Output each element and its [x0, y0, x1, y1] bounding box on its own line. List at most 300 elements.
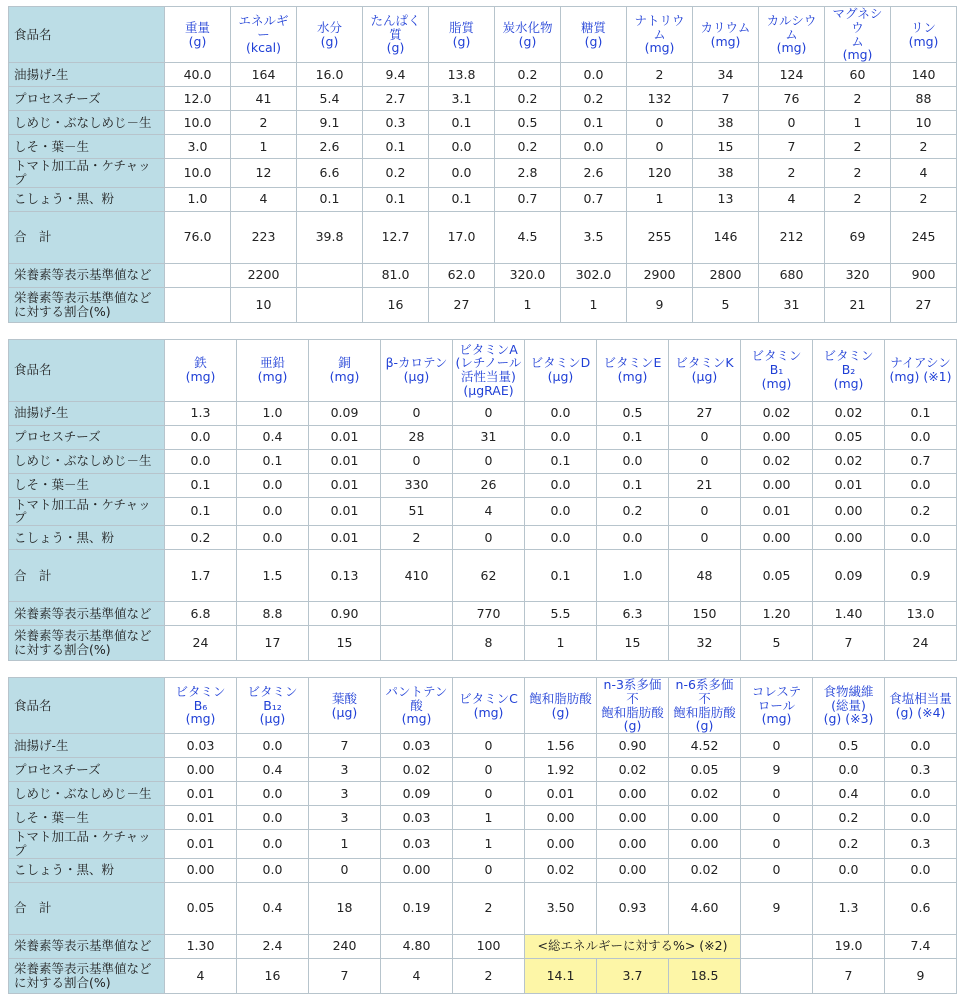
- cell: 0: [309, 858, 381, 882]
- cell: 0.02: [669, 782, 741, 806]
- cell: 0.00: [813, 526, 885, 550]
- cell: 0: [669, 526, 741, 550]
- row-label: しめじ・ぶなしめじ－生: [9, 782, 165, 806]
- table-row: [9, 758, 957, 782]
- cell: 0.09: [381, 782, 453, 806]
- cell: 0.05: [813, 425, 885, 449]
- cell: 302.0: [561, 263, 627, 287]
- cell: 0: [453, 526, 525, 550]
- cell: 26: [453, 473, 525, 497]
- cell: 0.7: [495, 187, 561, 211]
- ratio-row: [9, 958, 957, 993]
- cell: 5: [693, 287, 759, 322]
- cell: 9: [627, 287, 693, 322]
- cell: 2: [825, 159, 891, 188]
- cell: 21: [825, 287, 891, 322]
- cell: 120: [627, 159, 693, 188]
- cell: 0.1: [363, 187, 429, 211]
- cell: 0.4: [237, 758, 309, 782]
- cell: [381, 602, 453, 626]
- cell: 6.6: [297, 159, 363, 188]
- cell: 0.5: [597, 401, 669, 425]
- col-header: 銅 (mg): [309, 339, 381, 401]
- cell: 410: [381, 550, 453, 602]
- cell: 0.1: [561, 111, 627, 135]
- cell: 0.2: [363, 159, 429, 188]
- col-header: 食塩相当量 (g) (※4): [885, 678, 957, 734]
- col-header: カルシウム (mg): [759, 7, 825, 63]
- cell: 0.7: [561, 187, 627, 211]
- cell: 0.1: [885, 401, 957, 425]
- cell: 900: [891, 263, 957, 287]
- total-row: [9, 211, 957, 263]
- cell: 0.0: [237, 782, 309, 806]
- cell: 320.0: [495, 263, 561, 287]
- cell: 0: [381, 449, 453, 473]
- col-header: 糖質 (g): [561, 7, 627, 63]
- cell: 0.0: [813, 758, 885, 782]
- cell: 2.7: [363, 87, 429, 111]
- row-label: トマト加工品・ケチャップ: [9, 830, 165, 859]
- cell: 0.0: [561, 63, 627, 87]
- cell: 0.0: [597, 526, 669, 550]
- cell: 2: [759, 159, 825, 188]
- cell: 0.0: [429, 159, 495, 188]
- row-label: プロセスチーズ: [9, 758, 165, 782]
- cell: 21: [669, 473, 741, 497]
- cell: 28: [381, 425, 453, 449]
- table-row: [9, 63, 957, 87]
- cell: 0: [453, 782, 525, 806]
- cell: 0.0: [237, 526, 309, 550]
- cell: 1.7: [165, 550, 237, 602]
- cell: 2: [891, 187, 957, 211]
- cell: [381, 626, 453, 661]
- standard-row: [9, 934, 957, 958]
- ratio-label: 栄養素等表示基準値など に対する割合(%): [9, 958, 165, 993]
- cell: 24: [165, 626, 237, 661]
- cell: 0.2: [597, 497, 669, 526]
- total-row: [9, 550, 957, 602]
- cell: 0.0: [525, 425, 597, 449]
- cell: 4.52: [669, 734, 741, 758]
- cell: 32: [669, 626, 741, 661]
- cell: 0: [669, 425, 741, 449]
- cell: 0.0: [561, 135, 627, 159]
- cell: 1.0: [597, 550, 669, 602]
- cell: 12.7: [363, 211, 429, 263]
- ratio-row: [9, 626, 957, 661]
- cell: 12: [231, 159, 297, 188]
- cell: 1.20: [741, 602, 813, 626]
- cell: 1.5: [237, 550, 309, 602]
- food-name-header: 食品名: [9, 339, 165, 401]
- cell: 1: [231, 135, 297, 159]
- food-name-header: 食品名: [9, 678, 165, 734]
- cell: 0.0: [237, 806, 309, 830]
- cell: 0.00: [741, 526, 813, 550]
- cell: 2.4: [237, 934, 309, 958]
- col-header: 脂質 (g): [429, 7, 495, 63]
- food-name-header: 食品名: [9, 7, 165, 63]
- cell: 0.90: [597, 734, 669, 758]
- cell: 4: [231, 187, 297, 211]
- cell: 0: [741, 782, 813, 806]
- row-label: しそ・葉－生: [9, 806, 165, 830]
- cell: 7: [759, 135, 825, 159]
- cell: 124: [759, 63, 825, 87]
- cell: 0.1: [165, 497, 237, 526]
- cell: 0: [453, 734, 525, 758]
- cell: 9.1: [297, 111, 363, 135]
- cell: 0.0: [885, 734, 957, 758]
- cell: 0: [453, 858, 525, 882]
- cell: 0.0: [525, 497, 597, 526]
- col-header: 水分 (g): [297, 7, 363, 63]
- cell: 13.8: [429, 63, 495, 87]
- cell: 4.5: [495, 211, 561, 263]
- row-label: 油揚げ-生: [9, 401, 165, 425]
- col-header: ビタミン B₂ (mg): [813, 339, 885, 401]
- col-header: ビタミンK (μg): [669, 339, 741, 401]
- cell: 2900: [627, 263, 693, 287]
- table-row: [9, 425, 957, 449]
- cell: 0.01: [525, 782, 597, 806]
- cell: 15: [597, 626, 669, 661]
- cell: 69: [825, 211, 891, 263]
- col-header: ビタミンE (mg): [597, 339, 669, 401]
- cell: 38: [693, 159, 759, 188]
- cell: 5.5: [525, 602, 597, 626]
- cell: 223: [231, 211, 297, 263]
- cell: 9: [885, 958, 957, 993]
- cell: 0.00: [597, 830, 669, 859]
- row-label: しめじ・ぶなしめじ－生: [9, 111, 165, 135]
- cell: 3.0: [165, 135, 231, 159]
- col-header: 葉酸 (μg): [309, 678, 381, 734]
- cell: 13: [693, 187, 759, 211]
- cell: 0.05: [165, 882, 237, 934]
- cell: 0: [669, 497, 741, 526]
- cell: 0.4: [237, 882, 309, 934]
- cell: 0.7: [885, 449, 957, 473]
- col-header: マグネシウ ム (mg): [825, 7, 891, 63]
- cell: 1.3: [165, 401, 237, 425]
- cell: 2: [453, 958, 525, 993]
- table-row: [9, 473, 957, 497]
- cell: 7: [309, 734, 381, 758]
- col-header: 炭水化物 (g): [495, 7, 561, 63]
- cell: 0.01: [309, 425, 381, 449]
- table-row: [9, 782, 957, 806]
- table-row: [9, 111, 957, 135]
- cell: 146: [693, 211, 759, 263]
- cell: 0.5: [495, 111, 561, 135]
- cell: 0.0: [237, 830, 309, 859]
- cell: 1.56: [525, 734, 597, 758]
- cell: 18: [309, 882, 381, 934]
- cell: 3.5: [561, 211, 627, 263]
- row-label: しそ・葉－生: [9, 473, 165, 497]
- cell: 88: [891, 87, 957, 111]
- cell: 0.03: [165, 734, 237, 758]
- cell: 0.02: [381, 758, 453, 782]
- col-header: リン (mg): [891, 7, 957, 63]
- cell: 9.4: [363, 63, 429, 87]
- cell: 1: [627, 187, 693, 211]
- col-header: β-カロテン (μg): [381, 339, 453, 401]
- cell: 0: [453, 758, 525, 782]
- cell: 0: [453, 449, 525, 473]
- row-label: こしょう・黒、粉: [9, 187, 165, 211]
- cell: 0.0: [525, 401, 597, 425]
- table-row: [9, 87, 957, 111]
- row-label: トマト加工品・ケチャップ: [9, 497, 165, 526]
- cell: 9: [741, 758, 813, 782]
- cell: 0.00: [813, 497, 885, 526]
- cell: 0: [741, 830, 813, 859]
- nutrition-table-3: [8, 677, 957, 994]
- cell: 2800: [693, 263, 759, 287]
- cell: 0: [741, 734, 813, 758]
- cell: 0.00: [597, 858, 669, 882]
- cell: 0.1: [597, 473, 669, 497]
- cell: 7: [813, 958, 885, 993]
- cell: 0.1: [525, 550, 597, 602]
- cell: 0.01: [813, 473, 885, 497]
- cell: 0.0: [885, 806, 957, 830]
- cell: 0.00: [741, 473, 813, 497]
- cell: 0.00: [597, 806, 669, 830]
- cell: 0.02: [669, 858, 741, 882]
- cell: 5.4: [297, 87, 363, 111]
- col-header: ビタミン B₁ (mg): [741, 339, 813, 401]
- cell: 7: [693, 87, 759, 111]
- col-header: ビタミン B₁₂ (μg): [237, 678, 309, 734]
- cell: 2: [381, 526, 453, 550]
- cell: 0.02: [813, 449, 885, 473]
- standard-label: 栄養素等表示基準値など: [9, 263, 165, 287]
- cell: 0.2: [495, 63, 561, 87]
- cell: 0.2: [495, 135, 561, 159]
- cell: 2.6: [297, 135, 363, 159]
- cell: 0.00: [525, 830, 597, 859]
- cell: 0.4: [813, 782, 885, 806]
- cell: 0.05: [741, 550, 813, 602]
- cell: 6.3: [597, 602, 669, 626]
- cell: [741, 958, 813, 993]
- cell: 17: [237, 626, 309, 661]
- cell: 0.0: [165, 449, 237, 473]
- cell: 0: [669, 449, 741, 473]
- cell: 1: [561, 287, 627, 322]
- cell: 0.2: [813, 830, 885, 859]
- col-header: n-6系多価不 飽和脂肪酸 (g): [669, 678, 741, 734]
- cell: 0.09: [813, 550, 885, 602]
- total-label: 合 計: [9, 211, 165, 263]
- cell: 1.30: [165, 934, 237, 958]
- table-row: [9, 830, 957, 859]
- cell: 150: [669, 602, 741, 626]
- cell: 0.00: [669, 806, 741, 830]
- row-label: 油揚げ-生: [9, 63, 165, 87]
- cell: 12.0: [165, 87, 231, 111]
- ratio-label: 栄養素等表示基準値など に対する割合(%): [9, 287, 165, 322]
- cell: 0.1: [363, 135, 429, 159]
- cell: 10: [891, 111, 957, 135]
- cell: 3: [309, 758, 381, 782]
- col-header: ナイアシン (mg) (※1): [885, 339, 957, 401]
- cell: 0.02: [741, 401, 813, 425]
- cell: 0.0: [885, 782, 957, 806]
- cell: 8: [453, 626, 525, 661]
- cell: 0.90: [309, 602, 381, 626]
- cell: 1.92: [525, 758, 597, 782]
- cell: 2: [627, 63, 693, 87]
- cell: 320: [825, 263, 891, 287]
- cell: [165, 263, 231, 287]
- cell: 0.0: [813, 858, 885, 882]
- cell: 0: [381, 401, 453, 425]
- cell: 4.60: [669, 882, 741, 934]
- cell: 1: [309, 830, 381, 859]
- cell: 27: [429, 287, 495, 322]
- cell: 0: [627, 111, 693, 135]
- row-label: 油揚げ-生: [9, 734, 165, 758]
- cell: 0.02: [813, 401, 885, 425]
- cell: 0: [759, 111, 825, 135]
- cell: 0.00: [525, 806, 597, 830]
- cell: 0.6: [885, 882, 957, 934]
- col-header: ビタミンC (mg): [453, 678, 525, 734]
- nutrition-table-1: [8, 6, 957, 323]
- cell: 0.01: [741, 497, 813, 526]
- cell: 76: [759, 87, 825, 111]
- cell: [297, 263, 363, 287]
- col-header: 重量 (g): [165, 7, 231, 63]
- col-header: ビタミンA (レチノール 活性当量) (μgRAE): [453, 339, 525, 401]
- row-label: しそ・葉－生: [9, 135, 165, 159]
- cell: 0.01: [165, 782, 237, 806]
- cell: 0.01: [165, 806, 237, 830]
- cell: 0.00: [669, 830, 741, 859]
- cell: 24: [885, 626, 957, 661]
- ratio-label: 栄養素等表示基準値など に対する割合(%): [9, 626, 165, 661]
- cell: 0.0: [429, 135, 495, 159]
- cell: 0.02: [525, 858, 597, 882]
- cell: 4: [759, 187, 825, 211]
- table-row: [9, 159, 957, 188]
- cell: 240: [309, 934, 381, 958]
- total-row: [9, 882, 957, 934]
- cell: 0.09: [309, 401, 381, 425]
- cell: 0.2: [561, 87, 627, 111]
- ratio-row: [9, 287, 957, 322]
- cell: 0.0: [885, 858, 957, 882]
- cell: 41: [231, 87, 297, 111]
- row-label: こしょう・黒、粉: [9, 858, 165, 882]
- cell: 0: [453, 401, 525, 425]
- cell: 0: [741, 858, 813, 882]
- table-row: [9, 734, 957, 758]
- cell: 0.0: [165, 425, 237, 449]
- cell: 4: [381, 958, 453, 993]
- cell: 0.0: [597, 449, 669, 473]
- cell: 7.4: [885, 934, 957, 958]
- cell: 3.7: [597, 958, 669, 993]
- cell: 0.03: [381, 806, 453, 830]
- cell: 4: [165, 958, 237, 993]
- cell: 0.01: [309, 473, 381, 497]
- cell: 31: [453, 425, 525, 449]
- cell: 18.5: [669, 958, 741, 993]
- cell: 212: [759, 211, 825, 263]
- cell: 1.0: [237, 401, 309, 425]
- cell: [165, 287, 231, 322]
- cell: 100: [453, 934, 525, 958]
- cell: 16: [363, 287, 429, 322]
- cell: 1.0: [165, 187, 231, 211]
- cell: 3: [309, 806, 381, 830]
- nutrition-table-2: [8, 339, 957, 662]
- row-label: プロセスチーズ: [9, 87, 165, 111]
- cell: 1: [495, 287, 561, 322]
- col-header: エネルギー (kcal): [231, 7, 297, 63]
- cell: 4: [891, 159, 957, 188]
- cell: 15: [693, 135, 759, 159]
- standard-row: [9, 602, 957, 626]
- cell: 16.0: [297, 63, 363, 87]
- cell: 0.03: [381, 830, 453, 859]
- col-header: ナトリウム (mg): [627, 7, 693, 63]
- cell: 16: [237, 958, 309, 993]
- cell: 3.50: [525, 882, 597, 934]
- cell: 27: [669, 401, 741, 425]
- col-header: パントテン 酸 (mg): [381, 678, 453, 734]
- cell: 8.8: [237, 602, 309, 626]
- cell: 62.0: [429, 263, 495, 287]
- cell: 2.8: [495, 159, 561, 188]
- header-row: [9, 678, 957, 734]
- cell: 10.0: [165, 111, 231, 135]
- cell: 40.0: [165, 63, 231, 87]
- cell: 7: [309, 958, 381, 993]
- cell: 10: [231, 287, 297, 322]
- cell: 0.1: [237, 449, 309, 473]
- cell: 0.93: [597, 882, 669, 934]
- total-label: 合 計: [9, 882, 165, 934]
- cell: 4.80: [381, 934, 453, 958]
- cell: 132: [627, 87, 693, 111]
- cell: 0.19: [381, 882, 453, 934]
- row-label: プロセスチーズ: [9, 425, 165, 449]
- table-row: [9, 526, 957, 550]
- cell: 2: [453, 882, 525, 934]
- col-header: n-3系多価不 飽和脂肪酸 (g): [597, 678, 669, 734]
- cell: 0.3: [885, 830, 957, 859]
- table-row: [9, 449, 957, 473]
- table-row: [9, 135, 957, 159]
- cell: [297, 287, 363, 322]
- cell: 0.03: [381, 734, 453, 758]
- cell: 0.3: [885, 758, 957, 782]
- cell: 10.0: [165, 159, 231, 188]
- col-header: 食物繊維 (総量) (g) (※3): [813, 678, 885, 734]
- cell: 14.1: [525, 958, 597, 993]
- cell: 5: [741, 626, 813, 661]
- cell: 0.1: [525, 449, 597, 473]
- cell: 48: [669, 550, 741, 602]
